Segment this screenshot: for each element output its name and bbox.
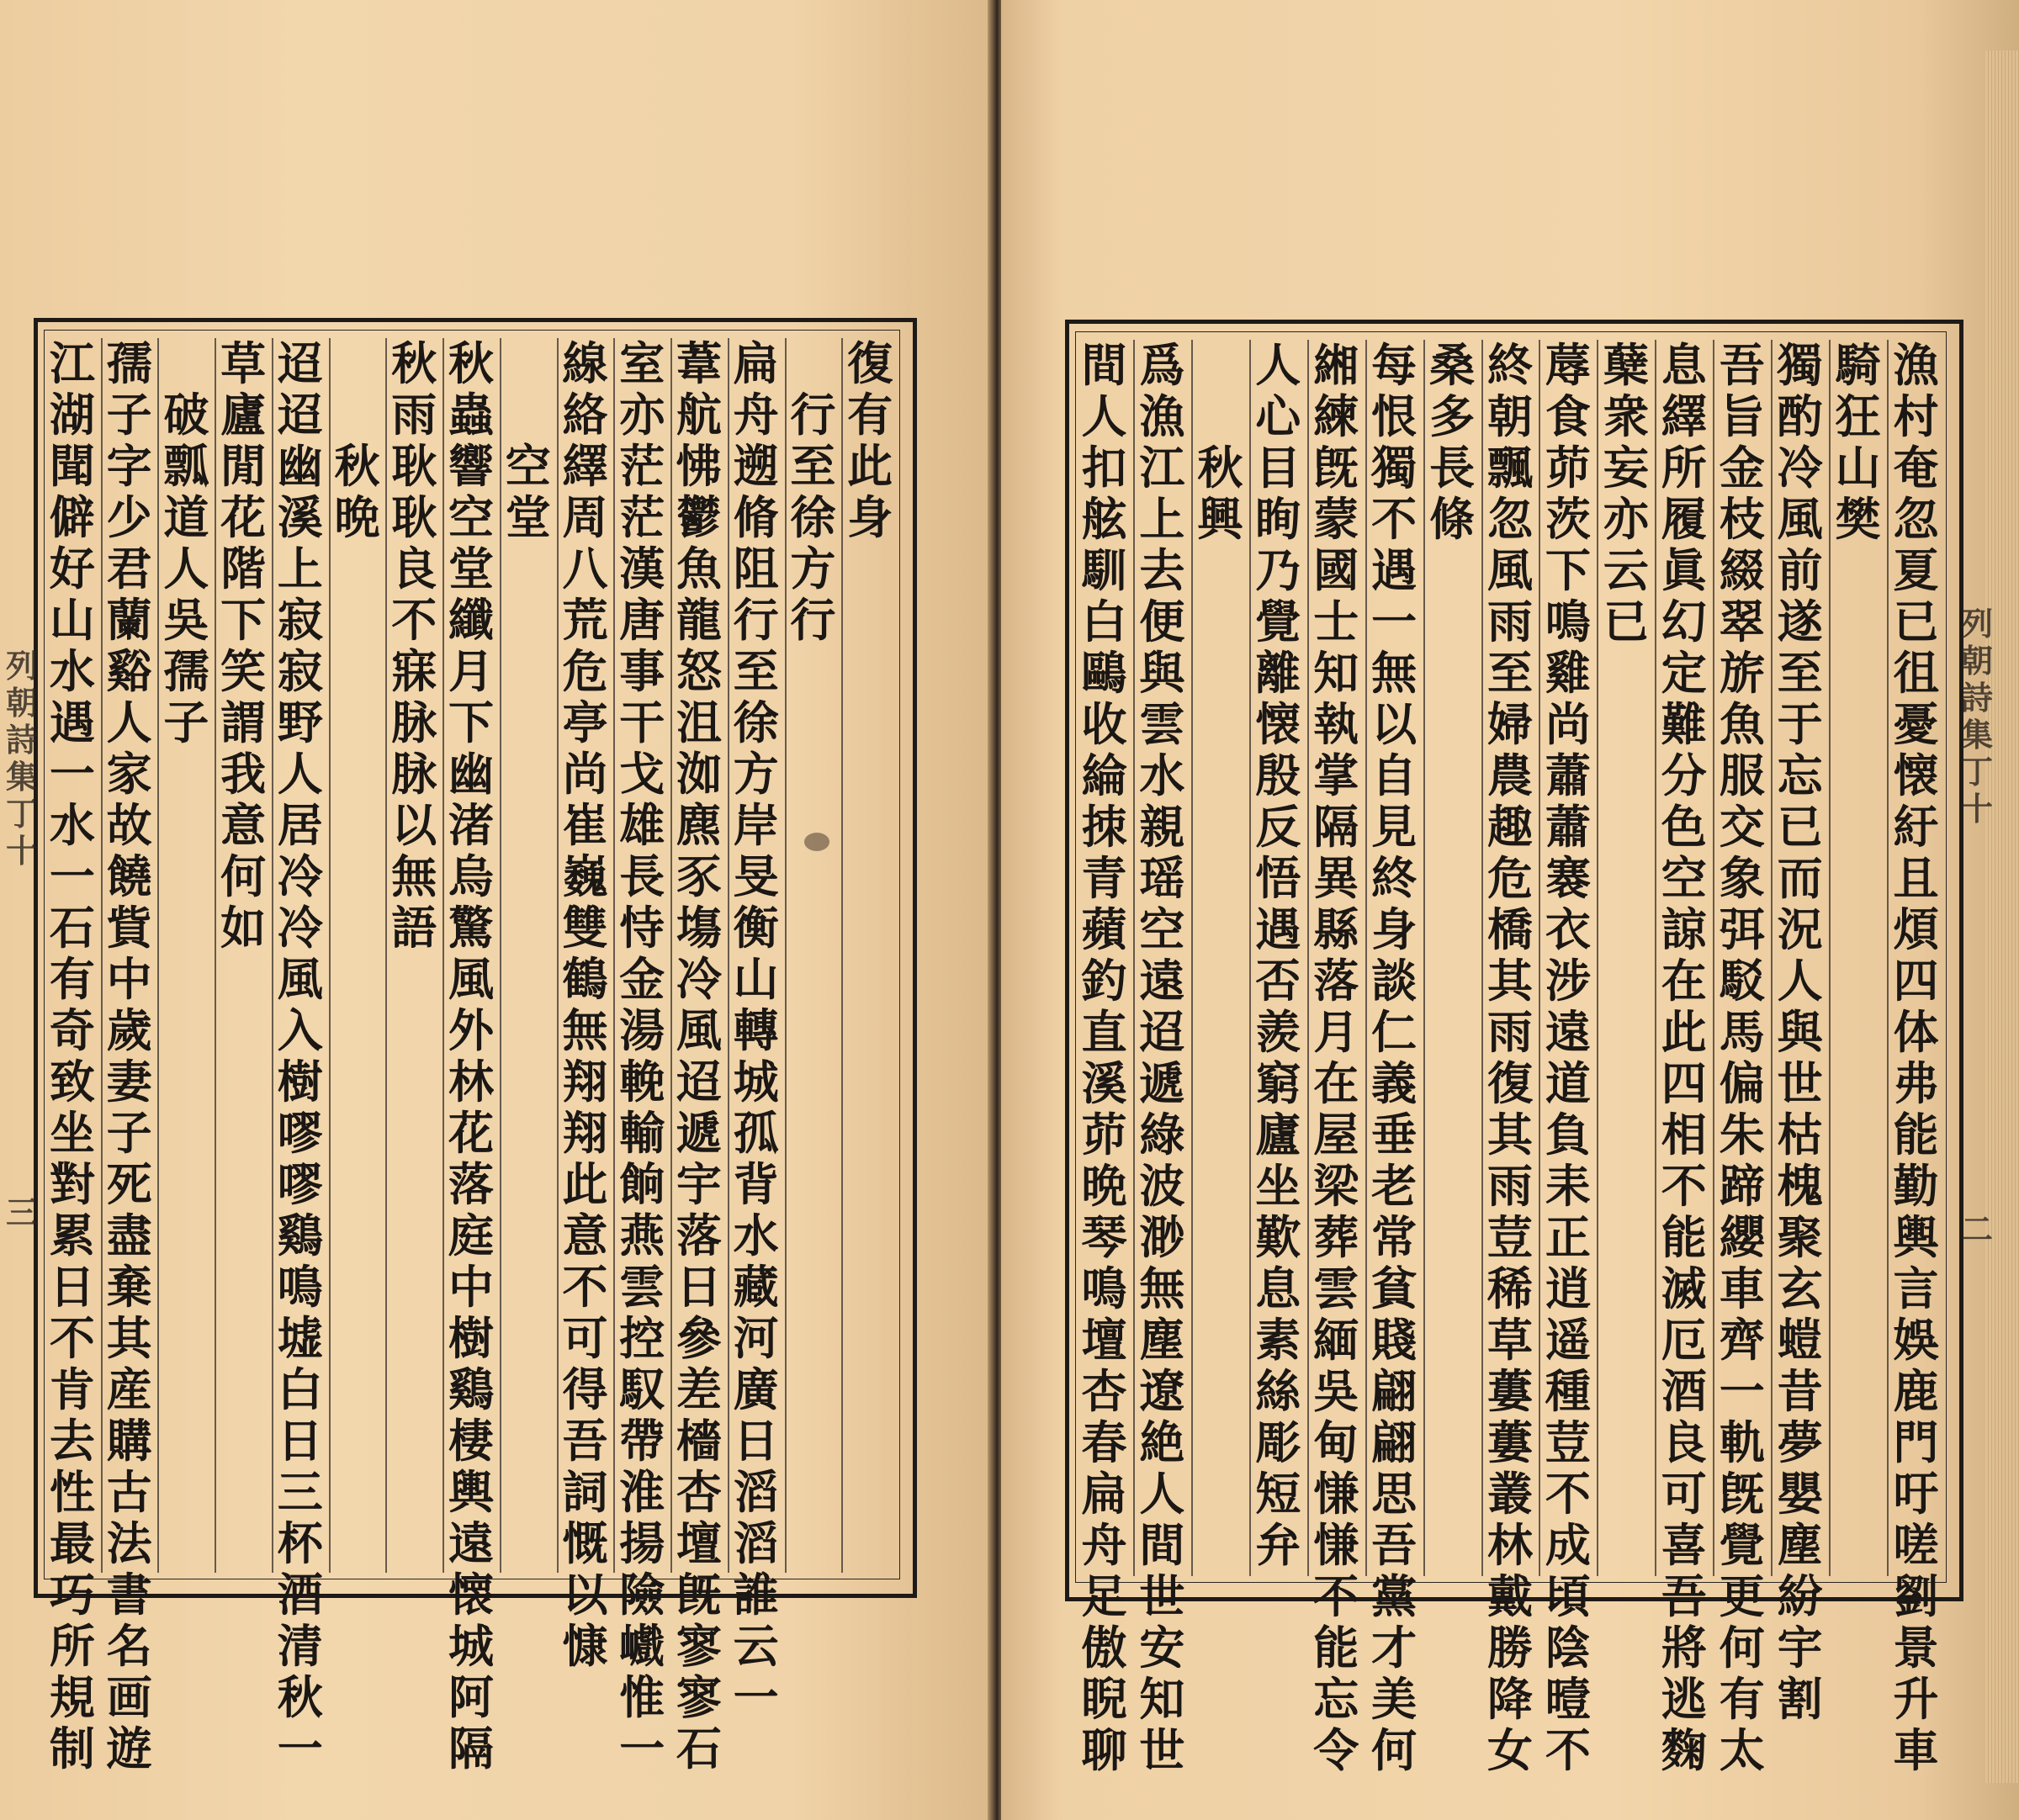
right-column: 漁 村 奄 忽 夏 已 徂 憂 懐 紆 且 煩 四 体 弗 能 勤 輿 言 娛 鹿 門 吁 嗟 劉 景 升 車 xyxy=(1893,338,1939,1777)
left-column: 行 至 徐 方 行 xyxy=(790,388,836,647)
column-rule xyxy=(728,338,729,1573)
left-text-block xyxy=(44,336,898,1775)
right-column: 終 朝 飄 忽 風 雨 至 婦 農 趣 危 橋 其 雨 復 其 雨 荳 稀 草 蔞 蔞 叢 林 戴 勝 降 女 xyxy=(1487,338,1533,1777)
left-column: 秋 雨 耿 耿 良 不 寐 脉 脉 以 無 語 xyxy=(391,336,437,955)
column-rule xyxy=(329,338,331,1573)
column-rule xyxy=(1655,340,1656,1576)
left-column: 孺 子 字 少 君 蘭 谿 人 家 故 饒 貲 中 歲 妻 子 死 盡 棄 其 産 購 古 法 書 名 画 遊 xyxy=(106,336,152,1775)
column-rule xyxy=(670,338,672,1573)
column-rule xyxy=(1249,340,1251,1576)
column-rule xyxy=(1423,340,1425,1576)
column-rule xyxy=(215,338,216,1573)
left-spine-page: 三 xyxy=(5,1193,38,1231)
right-column: 桑 多 長 條 xyxy=(1429,338,1476,546)
column-rule xyxy=(157,338,159,1573)
right-column: 爲 漁 江 上 去 便 與 雲 水 親 瑶 空 遠 迢 遞 綠 波 渺 無 塵 遼 絶 人 間 世 安 知 世 xyxy=(1139,338,1185,1777)
right-column: 間 人 扣 舷 馴 白 鷗 收 綸 拺 青 蘋 釣 直 溪 茆 晩 琴 鳴 壇 杏 春 扁 舟 足 傲 睨 聊 xyxy=(1081,338,1127,1777)
left-column: 江 湖 聞 僻 好 山 水 遇 一 水 一 石 有 奇 致 坐 對 累 日 不 肯 去 性 最 巧 所 規 制 xyxy=(49,336,95,1775)
column-rule xyxy=(385,338,387,1573)
column-rule xyxy=(1539,340,1540,1576)
column-rule xyxy=(442,338,444,1573)
right-column: 秋 興 xyxy=(1197,441,1243,546)
left-column: 草 廬 閒 花 階 下 笑 謂 我 意 何 如 xyxy=(220,336,267,955)
left-page xyxy=(0,0,991,1820)
left-column: 秋 晩 xyxy=(334,439,380,544)
right-column: 每 恨 獨 不 遇 一 無 以 自 見 終 身 談 仁 義 垂 老 常 貧 賤 翩 翩 思 吾 黨 才 美 何 xyxy=(1371,338,1418,1777)
column-rule xyxy=(1597,340,1598,1576)
right-spine-page: 二 xyxy=(1960,1210,1993,1248)
column-rule xyxy=(1191,340,1193,1576)
right-column: 蘖 衆 妄 亦 云 已 xyxy=(1603,338,1649,648)
column-rule xyxy=(557,338,559,1573)
right-text-block xyxy=(1075,338,1945,1777)
right-column: 蓐 食 茆 茨 下 鳴 雞 尚 蕭 蕭 褰 衣 涉 遠 道 負 耒 正 逍 遥 種 荳 不 成 頃 陰 曀 不 xyxy=(1545,338,1591,1777)
left-column: 線 絡 繹 周 八 荒 危 亭 尚 崔 巍 雙 鶴 無 翔 翔 此 意 不 可 得 吾 詞 慨 以 慷 xyxy=(562,336,608,1673)
right-column: 騎 狂 山 樊 xyxy=(1835,338,1881,546)
left-column: 空 堂 xyxy=(505,439,551,544)
left-column: 扁 舟 遡 脩 阻 行 至 徐 方 岸 旻 衡 山 轉 城 孤 背 水 藏 河 廣 日 滔 滔 誰 云 一 xyxy=(733,336,779,1724)
column-rule xyxy=(1713,340,1714,1576)
right-spine-label: 列 朝 詩 集 丁 十 xyxy=(1960,605,1993,828)
column-rule xyxy=(1829,340,1831,1576)
page-edges xyxy=(1985,50,2019,1783)
column-rule xyxy=(101,338,103,1573)
column-rule xyxy=(841,338,843,1573)
right-column: 人 心 目 眴 乃 覺 離 懐 殷 反 悟 遇 否 羨 窮 廬 坐 歎 息 素 絲 彫 短 弁 xyxy=(1255,338,1301,1572)
right-column: 緗 練 旣 蒙 國 士 知 執 掌 隔 異 縣 落 月 在 屋 梁 葬 雲 緬 吳 甸 慊 慊 不 能 忘 令 xyxy=(1313,338,1359,1777)
column-rule xyxy=(1481,340,1483,1576)
left-spine-label: 列 朝 詩 集 丁 十 xyxy=(5,647,38,870)
left-column: 破 瓢 道 人 吳 孺 子 xyxy=(163,388,209,749)
column-rule xyxy=(785,338,787,1573)
right-page xyxy=(1001,0,2019,1820)
left-column: 復 有 此 身 xyxy=(847,336,893,544)
column-rule xyxy=(613,338,615,1573)
column-rule xyxy=(1771,340,1773,1576)
column-rule xyxy=(1307,340,1309,1576)
column-rule xyxy=(1133,340,1135,1576)
left-column: 迢 迢 幽 溪 上 寂 寂 野 人 居 冷 冷 風 入 樹 嘐 嘐 鷄 鳴 墟 白 日 三 杯 酒 清 秋 一 xyxy=(277,336,323,1775)
right-column: 息 繹 所 履 眞 幻 定 難 分 色 空 諒 在 此 四 相 不 能 滅 厄 酒 良 可 喜 吾 將 逃 麴 xyxy=(1661,338,1707,1777)
right-column: 獨 酌 冷 風 前 遂 至 于 忘 已 而 況 人 與 世 枯 槐 聚 玄 螘 昔 夢 嬰 塵 紛 宇 割 xyxy=(1777,338,1823,1726)
right-column: 吾 旨 金 枝 綴 翠 旂 魚 服 交 象 弭 駁 馬 偏 朱 蹄 纓 車 齊 一 軌 旣 覺 更 何 有 太 xyxy=(1719,338,1765,1777)
left-column: 秋 蟲 響 空 堂 纖 月 下 幽 渚 烏 驚 風 外 林 花 落 庭 中 樹 鷄 棲 輿 遠 懐 城 阿 隔 xyxy=(448,336,494,1775)
column-rule xyxy=(500,338,501,1573)
column-rule xyxy=(272,338,273,1573)
left-column: 葦 航 怫 鬱 魚 龍 怒 沮 洳 麃 豕 塲 冷 風 迢 遞 宇 落 日 參 差 檣 杏 壇 旣 寥 寥 石 xyxy=(676,336,722,1775)
left-column: 室 亦 茫 茫 漢 唐 事 干 戈 雄 長 恃 金 湯 輓 輸 餉 燕 雲 控 馭 帶 淮 揚 險 巇 惟 一 xyxy=(619,336,665,1775)
column-rule xyxy=(1887,340,1889,1576)
column-rule xyxy=(1365,340,1367,1576)
